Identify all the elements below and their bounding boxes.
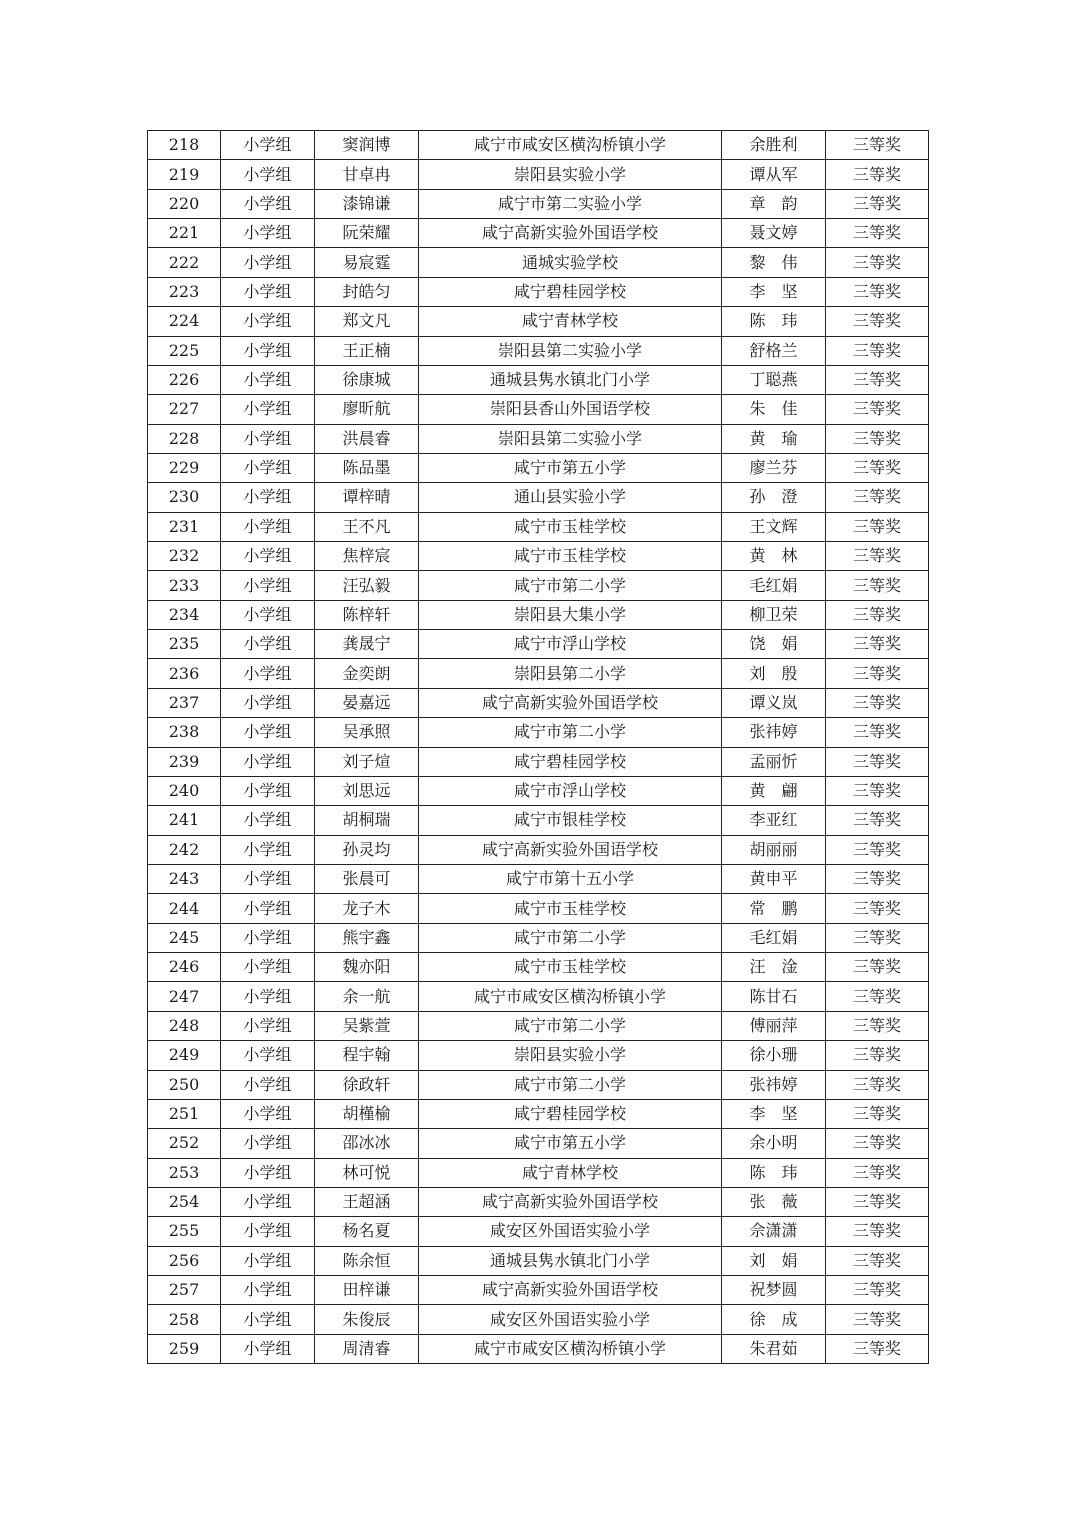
table-row (148, 189, 929, 218)
school-cell: 咸宁高新实验外国语学校 (419, 219, 722, 248)
row-number-cell: 240 (148, 776, 221, 805)
school-cell: 崇阳县第二小学 (419, 659, 722, 688)
award-cell: 三等奖 (826, 219, 929, 248)
award-cell: 三等奖 (826, 600, 929, 629)
table-row (148, 1099, 929, 1128)
student-name-cell: 金奕朗 (315, 659, 419, 688)
row-number-cell: 221 (148, 219, 221, 248)
table-row (148, 1011, 929, 1040)
table-row (148, 277, 929, 306)
teacher-cell: 孟丽忻 (722, 747, 826, 776)
row-number-cell: 252 (148, 1129, 221, 1158)
group-cell: 小学组 (221, 542, 315, 571)
award-cell: 三等奖 (826, 923, 929, 952)
teacher-cell: 傅丽萍 (722, 1011, 826, 1040)
group-cell: 小学组 (221, 219, 315, 248)
teacher-cell: 徐小珊 (722, 1041, 826, 1070)
group-cell: 小学组 (221, 131, 315, 160)
school-cell: 咸宁高新实验外国语学校 (419, 688, 722, 717)
student-name-cell: 汪弘毅 (315, 571, 419, 600)
student-name-cell: 周清睿 (315, 1334, 419, 1363)
award-cell: 三等奖 (826, 1334, 929, 1363)
teacher-cell: 黄申平 (722, 864, 826, 893)
student-name-cell: 胡桐瑞 (315, 806, 419, 835)
teacher-cell: 王文辉 (722, 512, 826, 541)
row-number-cell: 230 (148, 483, 221, 512)
table-row (148, 1187, 929, 1216)
teacher-cell: 毛红娟 (722, 923, 826, 952)
group-cell: 小学组 (221, 864, 315, 893)
school-cell: 通城县隽水镇北门小学 (419, 1246, 722, 1275)
table-row (148, 806, 929, 835)
teacher-cell: 谭义岚 (722, 688, 826, 717)
group-cell: 小学组 (221, 1099, 315, 1128)
group-cell: 小学组 (221, 1334, 315, 1363)
student-name-cell: 焦梓宸 (315, 542, 419, 571)
teacher-cell: 黄 翩 (722, 776, 826, 805)
award-cell: 三等奖 (826, 1158, 929, 1187)
teacher-cell: 胡丽丽 (722, 835, 826, 864)
student-name-cell: 洪晨睿 (315, 424, 419, 453)
student-name-cell: 甘卓冉 (315, 160, 419, 189)
school-cell: 咸宁市浮山学校 (419, 776, 722, 805)
row-number-cell: 235 (148, 630, 221, 659)
school-cell: 咸宁市第二小学 (419, 923, 722, 952)
school-cell: 咸宁高新实验外国语学校 (419, 835, 722, 864)
table-row (148, 1334, 929, 1363)
school-cell: 咸宁青林学校 (419, 307, 722, 336)
award-cell: 三等奖 (826, 953, 929, 982)
teacher-cell: 饶 娟 (722, 630, 826, 659)
table-row (148, 1070, 929, 1099)
award-cell: 三等奖 (826, 131, 929, 160)
award-cell: 三等奖 (826, 1187, 929, 1216)
student-name-cell: 陈余恒 (315, 1246, 419, 1275)
group-cell: 小学组 (221, 1217, 315, 1246)
teacher-cell: 刘 娟 (722, 1246, 826, 1275)
table-row (148, 307, 929, 336)
school-cell: 咸宁市第五小学 (419, 453, 722, 482)
student-name-cell: 廖昕航 (315, 395, 419, 424)
table-row (148, 160, 929, 189)
table-row (148, 336, 929, 365)
table-row (148, 571, 929, 600)
row-number-cell: 236 (148, 659, 221, 688)
row-number-cell: 229 (148, 453, 221, 482)
row-number-cell: 258 (148, 1305, 221, 1334)
teacher-cell: 常 鹏 (722, 894, 826, 923)
group-cell: 小学组 (221, 1041, 315, 1070)
teacher-cell: 余胜利 (722, 131, 826, 160)
table-row (148, 512, 929, 541)
row-number-cell: 251 (148, 1099, 221, 1128)
teacher-cell: 黎 伟 (722, 248, 826, 277)
award-cell: 三等奖 (826, 1041, 929, 1070)
row-number-cell: 247 (148, 982, 221, 1011)
award-cell: 三等奖 (826, 747, 929, 776)
award-cell: 三等奖 (826, 806, 929, 835)
award-cell: 三等奖 (826, 982, 929, 1011)
row-number-cell: 245 (148, 923, 221, 952)
group-cell: 小学组 (221, 806, 315, 835)
student-name-cell: 刘子煊 (315, 747, 419, 776)
school-cell: 咸宁市银桂学校 (419, 806, 722, 835)
row-number-cell: 234 (148, 600, 221, 629)
award-cell: 三等奖 (826, 395, 929, 424)
school-cell: 咸宁碧桂园学校 (419, 747, 722, 776)
table-row (148, 630, 929, 659)
group-cell: 小学组 (221, 835, 315, 864)
school-cell: 咸宁市第二小学 (419, 718, 722, 747)
table-row (148, 1276, 929, 1305)
student-name-cell: 龚晟宁 (315, 630, 419, 659)
table-row (148, 600, 929, 629)
school-cell: 咸宁市玉桂学校 (419, 542, 722, 571)
group-cell: 小学组 (221, 160, 315, 189)
row-number-cell: 225 (148, 336, 221, 365)
student-name-cell: 王正楠 (315, 336, 419, 365)
teacher-cell: 张祎婷 (722, 1070, 826, 1099)
table-row (148, 1041, 929, 1070)
award-cell: 三等奖 (826, 453, 929, 482)
teacher-cell: 汪 淦 (722, 953, 826, 982)
student-name-cell: 郑文凡 (315, 307, 419, 336)
teacher-cell: 佘潇潇 (722, 1217, 826, 1246)
row-number-cell: 222 (148, 248, 221, 277)
group-cell: 小学组 (221, 424, 315, 453)
row-number-cell: 254 (148, 1187, 221, 1216)
row-number-cell: 224 (148, 307, 221, 336)
group-cell: 小学组 (221, 336, 315, 365)
table-row (148, 688, 929, 717)
award-cell: 三等奖 (826, 1011, 929, 1040)
school-cell: 咸宁市第二小学 (419, 1011, 722, 1040)
group-cell: 小学组 (221, 1158, 315, 1187)
award-cell: 三等奖 (826, 1276, 929, 1305)
table-row (148, 1246, 929, 1275)
student-name-cell: 王不凡 (315, 512, 419, 541)
award-cell: 三等奖 (826, 1129, 929, 1158)
student-name-cell: 谭梓晴 (315, 483, 419, 512)
row-number-cell: 259 (148, 1334, 221, 1363)
student-name-cell: 魏亦阳 (315, 953, 419, 982)
table-row (148, 1217, 929, 1246)
school-cell: 咸宁市咸安区横沟桥镇小学 (419, 131, 722, 160)
group-cell: 小学组 (221, 1276, 315, 1305)
student-name-cell: 张晨可 (315, 864, 419, 893)
teacher-cell: 丁聪燕 (722, 365, 826, 394)
table-row (148, 776, 929, 805)
award-cell: 三等奖 (826, 571, 929, 600)
group-cell: 小学组 (221, 718, 315, 747)
group-cell: 小学组 (221, 571, 315, 600)
teacher-cell: 张 薇 (722, 1187, 826, 1216)
table-row (148, 424, 929, 453)
student-name-cell: 晏嘉远 (315, 688, 419, 717)
school-cell: 通山县实验小学 (419, 483, 722, 512)
teacher-cell: 陈甘石 (722, 982, 826, 1011)
award-cell: 三等奖 (826, 336, 929, 365)
table-row (148, 835, 929, 864)
table-row (148, 953, 929, 982)
teacher-cell: 李亚红 (722, 806, 826, 835)
table-row (148, 864, 929, 893)
table-row (148, 395, 929, 424)
row-number-cell: 220 (148, 189, 221, 218)
group-cell: 小学组 (221, 659, 315, 688)
school-cell: 咸宁市第二实验小学 (419, 189, 722, 218)
row-number-cell: 246 (148, 953, 221, 982)
teacher-cell: 黄 林 (722, 542, 826, 571)
student-name-cell: 胡槿榆 (315, 1099, 419, 1128)
student-name-cell: 窦润博 (315, 131, 419, 160)
award-cell: 三等奖 (826, 160, 929, 189)
group-cell: 小学组 (221, 1187, 315, 1216)
teacher-cell: 聂文婷 (722, 219, 826, 248)
student-name-cell: 田梓谦 (315, 1276, 419, 1305)
award-cell: 三等奖 (826, 864, 929, 893)
teacher-cell: 陈 玮 (722, 1158, 826, 1187)
student-name-cell: 孙灵均 (315, 835, 419, 864)
group-cell: 小学组 (221, 307, 315, 336)
table-row (148, 718, 929, 747)
row-number-cell: 228 (148, 424, 221, 453)
school-cell: 崇阳县第二实验小学 (419, 336, 722, 365)
award-results-body (148, 131, 929, 1364)
row-number-cell: 218 (148, 131, 221, 160)
row-number-cell: 237 (148, 688, 221, 717)
teacher-cell: 朱 佳 (722, 395, 826, 424)
award-results-table (147, 130, 929, 1364)
award-cell: 三等奖 (826, 307, 929, 336)
school-cell: 咸宁市第十五小学 (419, 864, 722, 893)
student-name-cell: 刘思远 (315, 776, 419, 805)
group-cell: 小学组 (221, 1246, 315, 1275)
school-cell: 咸宁市咸安区横沟桥镇小学 (419, 982, 722, 1011)
student-name-cell: 邵冰冰 (315, 1129, 419, 1158)
group-cell: 小学组 (221, 1070, 315, 1099)
group-cell: 小学组 (221, 953, 315, 982)
row-number-cell: 257 (148, 1276, 221, 1305)
table-row (148, 1129, 929, 1158)
student-name-cell: 封皓匀 (315, 277, 419, 306)
school-cell: 咸安区外国语实验小学 (419, 1305, 722, 1334)
teacher-cell: 毛红娟 (722, 571, 826, 600)
row-number-cell: 250 (148, 1070, 221, 1099)
table-row (148, 248, 929, 277)
row-number-cell: 231 (148, 512, 221, 541)
student-name-cell: 熊宇鑫 (315, 923, 419, 952)
table-row (148, 747, 929, 776)
group-cell: 小学组 (221, 982, 315, 1011)
award-cell: 三等奖 (826, 776, 929, 805)
school-cell: 崇阳县香山外国语学校 (419, 395, 722, 424)
award-cell: 三等奖 (826, 630, 929, 659)
award-cell: 三等奖 (826, 424, 929, 453)
group-cell: 小学组 (221, 365, 315, 394)
row-number-cell: 219 (148, 160, 221, 189)
row-number-cell: 256 (148, 1246, 221, 1275)
school-cell: 通城实验学校 (419, 248, 722, 277)
student-name-cell: 余一航 (315, 982, 419, 1011)
teacher-cell: 徐 成 (722, 1305, 826, 1334)
award-cell: 三等奖 (826, 659, 929, 688)
school-cell: 咸安区外国语实验小学 (419, 1217, 722, 1246)
award-cell: 三等奖 (826, 483, 929, 512)
school-cell: 崇阳县大集小学 (419, 600, 722, 629)
group-cell: 小学组 (221, 453, 315, 482)
row-number-cell: 226 (148, 365, 221, 394)
school-cell: 咸宁市浮山学校 (419, 630, 722, 659)
school-cell: 崇阳县第二实验小学 (419, 424, 722, 453)
student-name-cell: 杨名夏 (315, 1217, 419, 1246)
school-cell: 崇阳县实验小学 (419, 1041, 722, 1070)
group-cell: 小学组 (221, 1305, 315, 1334)
school-cell: 咸宁市第二小学 (419, 1070, 722, 1099)
school-cell: 咸宁高新实验外国语学校 (419, 1276, 722, 1305)
award-cell: 三等奖 (826, 512, 929, 541)
school-cell: 通城县隽水镇北门小学 (419, 365, 722, 394)
teacher-cell: 张祎婷 (722, 718, 826, 747)
school-cell: 咸宁市咸安区横沟桥镇小学 (419, 1334, 722, 1363)
student-name-cell: 吴紫萱 (315, 1011, 419, 1040)
teacher-cell: 祝梦圆 (722, 1276, 826, 1305)
table-row (148, 453, 929, 482)
teacher-cell: 朱君茹 (722, 1334, 826, 1363)
school-cell: 咸宁市玉桂学校 (419, 894, 722, 923)
award-cell: 三等奖 (826, 835, 929, 864)
row-number-cell: 239 (148, 747, 221, 776)
table-row (148, 1305, 929, 1334)
student-name-cell: 吴承照 (315, 718, 419, 747)
award-cell: 三等奖 (826, 1099, 929, 1128)
table-row (148, 365, 929, 394)
student-name-cell: 林可悦 (315, 1158, 419, 1187)
group-cell: 小学组 (221, 189, 315, 218)
teacher-cell: 柳卫荣 (722, 600, 826, 629)
teacher-cell: 廖兰芬 (722, 453, 826, 482)
teacher-cell: 舒格兰 (722, 336, 826, 365)
group-cell: 小学组 (221, 688, 315, 717)
group-cell: 小学组 (221, 600, 315, 629)
student-name-cell: 阮荣耀 (315, 219, 419, 248)
award-cell: 三等奖 (826, 1246, 929, 1275)
student-name-cell: 徐康城 (315, 365, 419, 394)
award-cell: 三等奖 (826, 189, 929, 218)
teacher-cell: 黄 瑜 (722, 424, 826, 453)
award-cell: 三等奖 (826, 688, 929, 717)
award-cell: 三等奖 (826, 277, 929, 306)
school-cell: 咸宁市第二小学 (419, 571, 722, 600)
group-cell: 小学组 (221, 1129, 315, 1158)
award-cell: 三等奖 (826, 248, 929, 277)
school-cell: 咸宁市玉桂学校 (419, 953, 722, 982)
table-row (148, 483, 929, 512)
student-name-cell: 陈梓轩 (315, 600, 419, 629)
row-number-cell: 249 (148, 1041, 221, 1070)
group-cell: 小学组 (221, 630, 315, 659)
student-name-cell: 程宇翰 (315, 1041, 419, 1070)
student-name-cell: 陈品墨 (315, 453, 419, 482)
teacher-cell: 章 韵 (722, 189, 826, 218)
group-cell: 小学组 (221, 248, 315, 277)
teacher-cell: 李 坚 (722, 277, 826, 306)
school-cell: 咸宁高新实验外国语学校 (419, 1187, 722, 1216)
school-cell: 咸宁碧桂园学校 (419, 277, 722, 306)
student-name-cell: 徐政轩 (315, 1070, 419, 1099)
school-cell: 咸宁市玉桂学校 (419, 512, 722, 541)
award-cell: 三等奖 (826, 542, 929, 571)
teacher-cell: 余小明 (722, 1129, 826, 1158)
award-cell: 三等奖 (826, 718, 929, 747)
group-cell: 小学组 (221, 483, 315, 512)
teacher-cell: 孙 澄 (722, 483, 826, 512)
table-row (148, 1158, 929, 1187)
award-cell: 三等奖 (826, 894, 929, 923)
award-cell: 三等奖 (826, 365, 929, 394)
award-cell: 三等奖 (826, 1217, 929, 1246)
row-number-cell: 243 (148, 864, 221, 893)
teacher-cell: 陈 玮 (722, 307, 826, 336)
row-number-cell: 244 (148, 894, 221, 923)
group-cell: 小学组 (221, 923, 315, 952)
table-row (148, 894, 929, 923)
student-name-cell: 朱俊辰 (315, 1305, 419, 1334)
award-cell: 三等奖 (826, 1070, 929, 1099)
group-cell: 小学组 (221, 747, 315, 776)
group-cell: 小学组 (221, 395, 315, 424)
row-number-cell: 248 (148, 1011, 221, 1040)
row-number-cell: 255 (148, 1217, 221, 1246)
row-number-cell: 232 (148, 542, 221, 571)
group-cell: 小学组 (221, 776, 315, 805)
row-number-cell: 253 (148, 1158, 221, 1187)
student-name-cell: 王超涵 (315, 1187, 419, 1216)
group-cell: 小学组 (221, 1011, 315, 1040)
row-number-cell: 227 (148, 395, 221, 424)
group-cell: 小学组 (221, 894, 315, 923)
award-cell: 三等奖 (826, 1305, 929, 1334)
school-cell: 崇阳县实验小学 (419, 160, 722, 189)
student-name-cell: 漆锦谦 (315, 189, 419, 218)
row-number-cell: 223 (148, 277, 221, 306)
group-cell: 小学组 (221, 512, 315, 541)
school-cell: 咸宁青林学校 (419, 1158, 722, 1187)
student-name-cell: 龙子木 (315, 894, 419, 923)
row-number-cell: 241 (148, 806, 221, 835)
table-row (148, 131, 929, 160)
table-row (148, 659, 929, 688)
teacher-cell: 李 坚 (722, 1099, 826, 1128)
table-row (148, 219, 929, 248)
table-row (148, 982, 929, 1011)
student-name-cell: 易宸霆 (315, 248, 419, 277)
row-number-cell: 238 (148, 718, 221, 747)
table-row (148, 923, 929, 952)
row-number-cell: 233 (148, 571, 221, 600)
group-cell: 小学组 (221, 277, 315, 306)
table-row (148, 542, 929, 571)
row-number-cell: 242 (148, 835, 221, 864)
school-cell: 咸宁市第五小学 (419, 1129, 722, 1158)
teacher-cell: 谭从军 (722, 160, 826, 189)
teacher-cell: 刘 殷 (722, 659, 826, 688)
school-cell: 咸宁碧桂园学校 (419, 1099, 722, 1128)
